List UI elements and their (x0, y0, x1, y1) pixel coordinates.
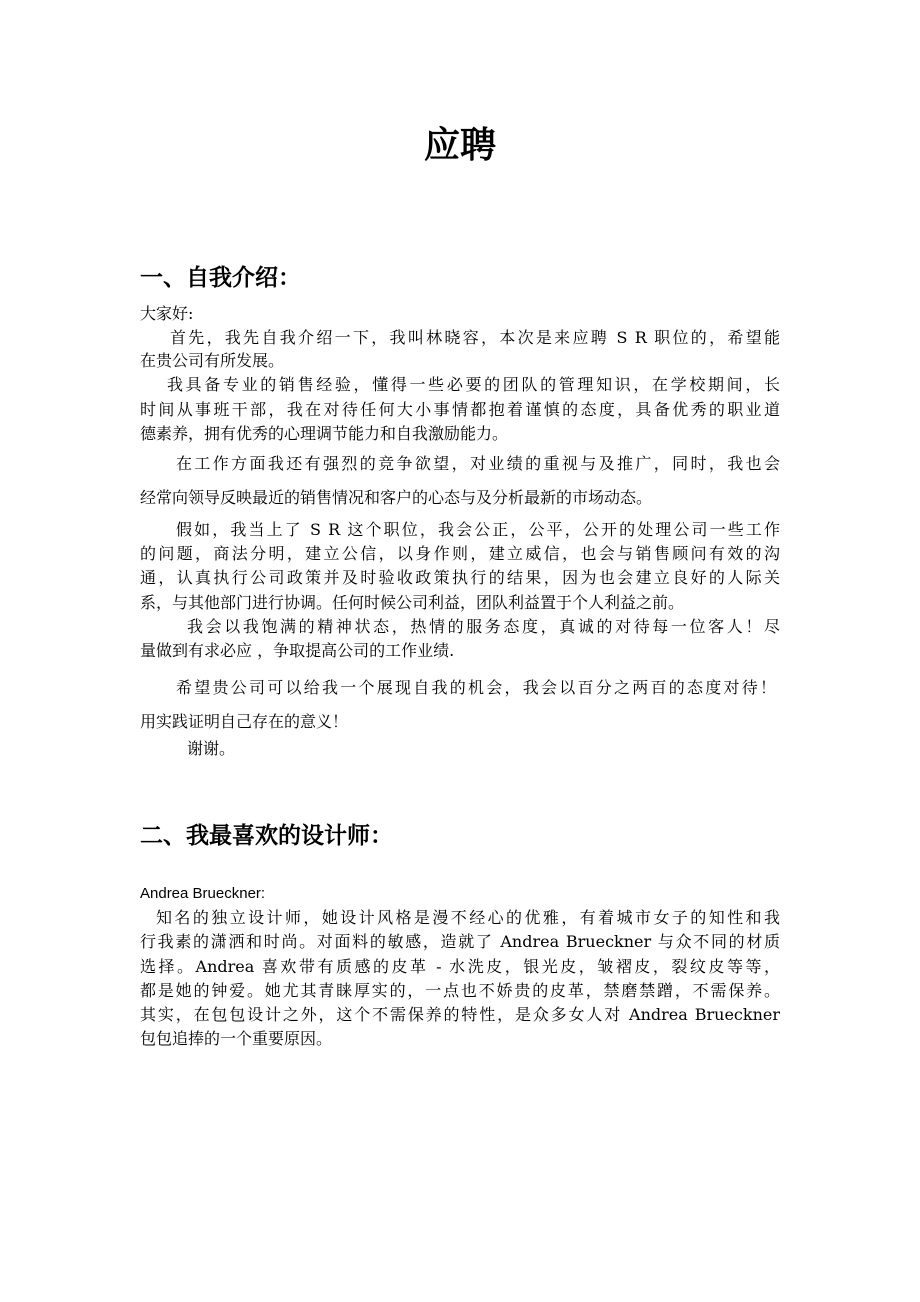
paragraph-line: 大家好: (140, 304, 194, 323)
paragraph-line: 假如，我当上了 S R 这个职位，我会公正，公平，公开的处理公司一些工作 (176, 520, 780, 539)
paragraph-line: 经常向领导反映最近的销售情况和客户的心态与及分析最新的市场动态。 (140, 488, 653, 507)
paragraph-line: 德素养，拥有优秀的心理调节能力和自我激励能力。 (140, 424, 509, 443)
paragraph-line: 量做到有求必应 ，争取提高公司的工作业绩. (140, 641, 455, 660)
designer-name: Andrea Brueckner: (140, 885, 266, 902)
paragraph-line: 通，认真执行公司政策并及时验收政策执行的结果，因为也会建立良好的人际关 (140, 568, 780, 587)
paragraph-line: 其实，在包包设计之外，这个不需保养的特性，是众多女人对 Andrea Brueckner (140, 1005, 780, 1024)
paragraph-line: 系，与其他部门进行协调。任何时候公司利益，团队利益置于个人利益之前。 (140, 593, 685, 612)
paragraph-line: 谢谢。 (187, 739, 236, 758)
paragraph-line: 选择。Andrea 喜欢带有质感的皮革 - 水洗皮，银光皮，皱褶皮，裂纹皮等等， (140, 957, 780, 976)
paragraph-line: 的问题，商法分明，建立公信，以身作则，建立威信，也会与销售顾问有效的沟 (140, 544, 780, 563)
paragraph-line: 我会以我饱满的精神状态，热情的服务态度，真诚的对待每一位客人！尽 (187, 617, 780, 636)
section-heading-self-intro: 一、自我介绍： (140, 265, 301, 291)
paragraph-line: 行我素的潇洒和时尚。对面料的敏感，造就了 Andrea Brueckner 与众不同的材质 (140, 932, 780, 951)
paragraph-line: 包包追捧的一个重要原因。 (140, 1029, 333, 1048)
paragraph-line: 在工作方面我还有强烈的竞争欲望，对业绩的重视与及推广，同时，我也会 (176, 454, 780, 473)
section-heading-designer: 二、我最喜欢的设计师： (140, 823, 393, 849)
page-title: 应聘 (423, 125, 496, 166)
paragraph-line: 用实践证明自己存在的意义！ (140, 712, 349, 731)
paragraph-line: 都是她的钟爱。她尤其青睐厚实的，一点也不娇贵的皮革，禁磨禁蹭，不需保养。 (140, 981, 780, 1000)
paragraph-line: 时间从事班干部，我在对待任何大小事情都抱着谨慎的态度，具备优秀的职业道 (140, 400, 780, 419)
paragraph-line: 我具备专业的销售经验，懂得一些必要的团队的管理知识，在学校期间，长 (167, 375, 780, 394)
paragraph-line: 首先，我先自我介绍一下，我叫林晓容，本次是来应聘 S R 职位的，希望能 (170, 328, 780, 347)
paragraph-line: 在贵公司有所发展。 (140, 351, 285, 370)
paragraph-line: 知名的独立设计师，她设计风格是漫不经心的优雅，有着城市女子的知性和我 (156, 908, 780, 927)
paragraph-line: 希望贵公司可以给我一个展现自我的机会，我会以百分之两百的态度对待！ (176, 678, 776, 697)
